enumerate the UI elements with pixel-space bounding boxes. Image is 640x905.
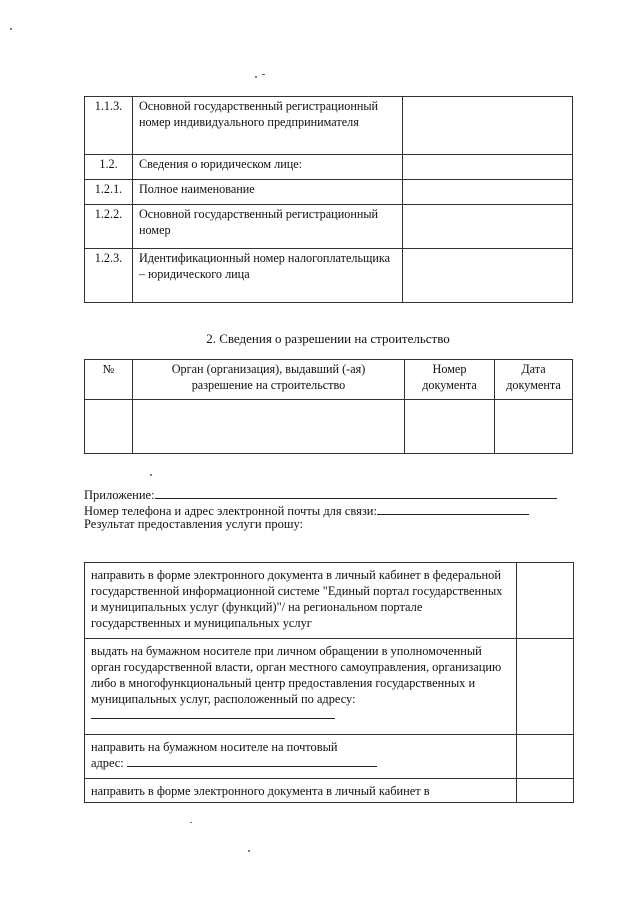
column-header-doc-date: Дата документа	[495, 360, 573, 400]
row-label: Идентификационный номер налогоплательщика – юридического лица	[133, 249, 403, 303]
table-row	[85, 155, 573, 180]
row-label: Сведения о юридическом лице:	[133, 155, 403, 180]
row-number: 1.2.	[85, 155, 133, 180]
scan-speck	[262, 74, 265, 75]
attachment-line	[84, 486, 557, 503]
address-field[interactable]	[91, 707, 335, 719]
applicant-info-table	[84, 96, 573, 303]
option-checkbox-cell[interactable]	[517, 639, 574, 735]
value-cell[interactable]	[403, 249, 573, 303]
result-options-table	[84, 562, 574, 803]
value-cell[interactable]	[403, 205, 573, 249]
scan-speck	[248, 850, 250, 852]
postal-address-field[interactable]	[127, 755, 377, 767]
option-row	[85, 563, 574, 639]
value-cell[interactable]	[403, 180, 573, 205]
table-row	[85, 400, 573, 454]
contact-label: Номер телефона и адрес электронной почты для связи:	[84, 504, 377, 518]
section-title: 2. Сведения о разрешении на строительство	[206, 331, 450, 346]
row-label: Полное наименование	[133, 180, 403, 205]
column-header-number: №	[85, 360, 133, 400]
option-text: направить в форме электронного документа в личный кабинет в	[85, 779, 517, 803]
row-number: 1.2.1.	[85, 180, 133, 205]
row-number: 1.1.3.	[85, 97, 133, 155]
option-row	[85, 639, 574, 735]
option-text-body: выдать на бумажном носителе при личном обращении в уполномоченный орган государственной власти, орган местного самоуправления, организацию либо в многофункциональный центр предоставления государственных и муниципальных услуг, расположенный по адресу:	[91, 644, 502, 706]
row-label: Основной государственный регистрационный номер индивидуального предпринимателя	[133, 97, 403, 155]
contact-field[interactable]	[377, 502, 529, 515]
scan-speck	[150, 474, 152, 476]
column-header-doc-number: Номер документа	[405, 360, 495, 400]
scan-speck	[255, 76, 257, 78]
option-row	[85, 779, 574, 803]
option-checkbox-cell[interactable]	[517, 779, 574, 803]
option-text-line1: направить на бумажном носителе на почтовый	[91, 740, 338, 754]
row-label: Основной государственный регистрационный номер	[133, 205, 403, 249]
attachment-label: Приложение:	[84, 488, 155, 502]
result-label: Результат предоставления услуги прошу:	[84, 517, 304, 531]
option-text-line2: адрес:	[91, 756, 124, 770]
scan-speck	[10, 28, 12, 30]
table-header-row	[85, 360, 573, 400]
value-cell[interactable]	[133, 400, 405, 454]
value-cell[interactable]	[403, 155, 573, 180]
value-cell[interactable]	[495, 400, 573, 454]
value-cell[interactable]	[403, 97, 573, 155]
value-cell[interactable]	[405, 400, 495, 454]
table-row	[85, 180, 573, 205]
row-number: 1.2.2.	[85, 205, 133, 249]
option-text: направить в форме электронного документа в личный кабинет в федеральной государственной информационной системе "Единый портал государственных и муниципальных услуг (функций)"/ на региональном портале государственных и муниципальных услуг	[85, 563, 517, 639]
table-row	[85, 205, 573, 249]
option-text	[85, 735, 517, 779]
option-row	[85, 735, 574, 779]
option-checkbox-cell[interactable]	[517, 563, 574, 639]
scan-speck	[190, 822, 192, 823]
permit-table	[84, 359, 573, 454]
row-number: 1.2.3.	[85, 249, 133, 303]
option-text	[85, 639, 517, 735]
table-row	[85, 249, 573, 303]
column-header-org: Орган (организация), выдавший (-ая) разрешение на строительство	[133, 360, 405, 400]
table-row	[85, 97, 573, 155]
attachment-field[interactable]	[155, 486, 557, 499]
option-checkbox-cell[interactable]	[517, 735, 574, 779]
value-cell[interactable]	[85, 400, 133, 454]
